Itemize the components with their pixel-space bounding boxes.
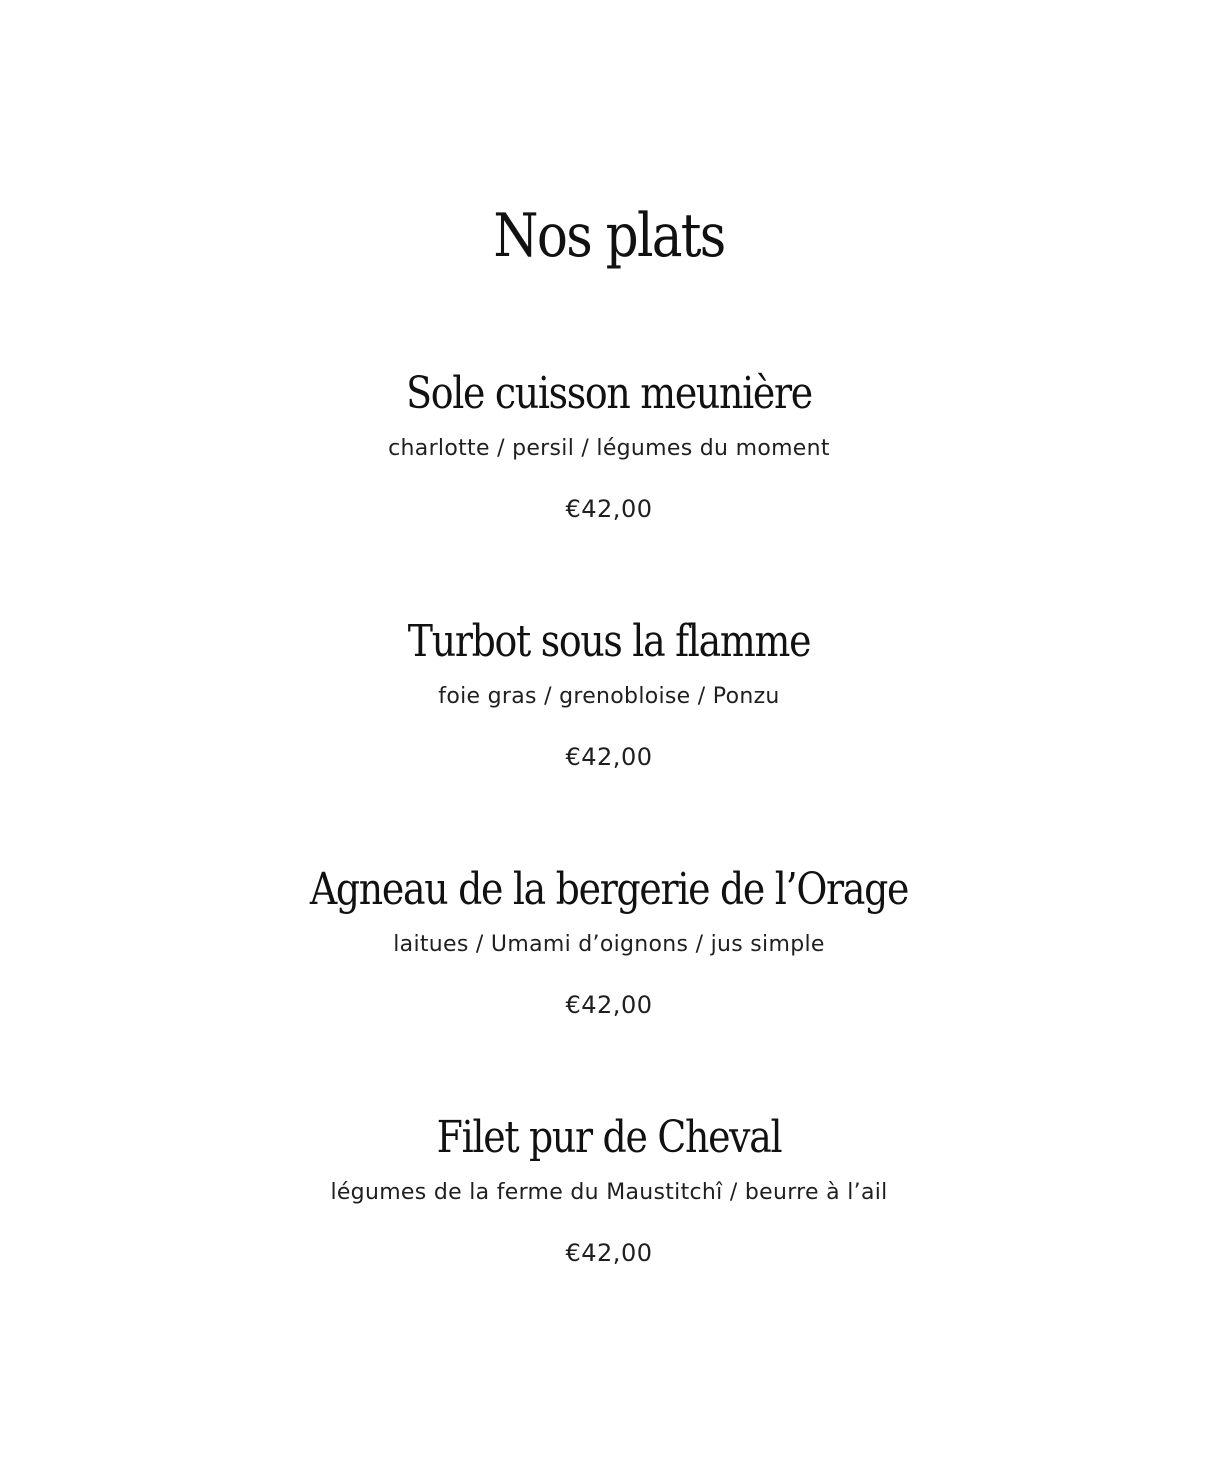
dish-item	[0, 364, 1218, 524]
dish-name: Agneau de la bergerie de l’Orage	[309, 864, 909, 915]
dish-item	[0, 1108, 1218, 1268]
dish-name: Sole cuisson meunière	[406, 368, 812, 419]
dish-item	[0, 612, 1218, 772]
dish-description: légumes de la ferme du Maustitchî / beurre à l’ail	[330, 1180, 888, 1205]
dish-price: €42,00	[565, 1239, 653, 1267]
dish-name: Filet pur de Cheval	[436, 1112, 782, 1163]
dish-price: €42,00	[565, 991, 653, 1019]
dish-price: €42,00	[565, 743, 653, 771]
dish-description: foie gras / grenobloise / Ponzu	[438, 684, 780, 709]
page-title: Nos plats	[493, 201, 725, 271]
dish-name: Turbot sous la flamme	[407, 616, 811, 667]
dish-description: charlotte / persil / légumes du moment	[388, 436, 830, 461]
dish-price: €42,00	[565, 495, 653, 523]
dish-item	[0, 860, 1218, 1020]
dish-description: laitues / Umami d’oignons / jus simple	[393, 932, 825, 957]
